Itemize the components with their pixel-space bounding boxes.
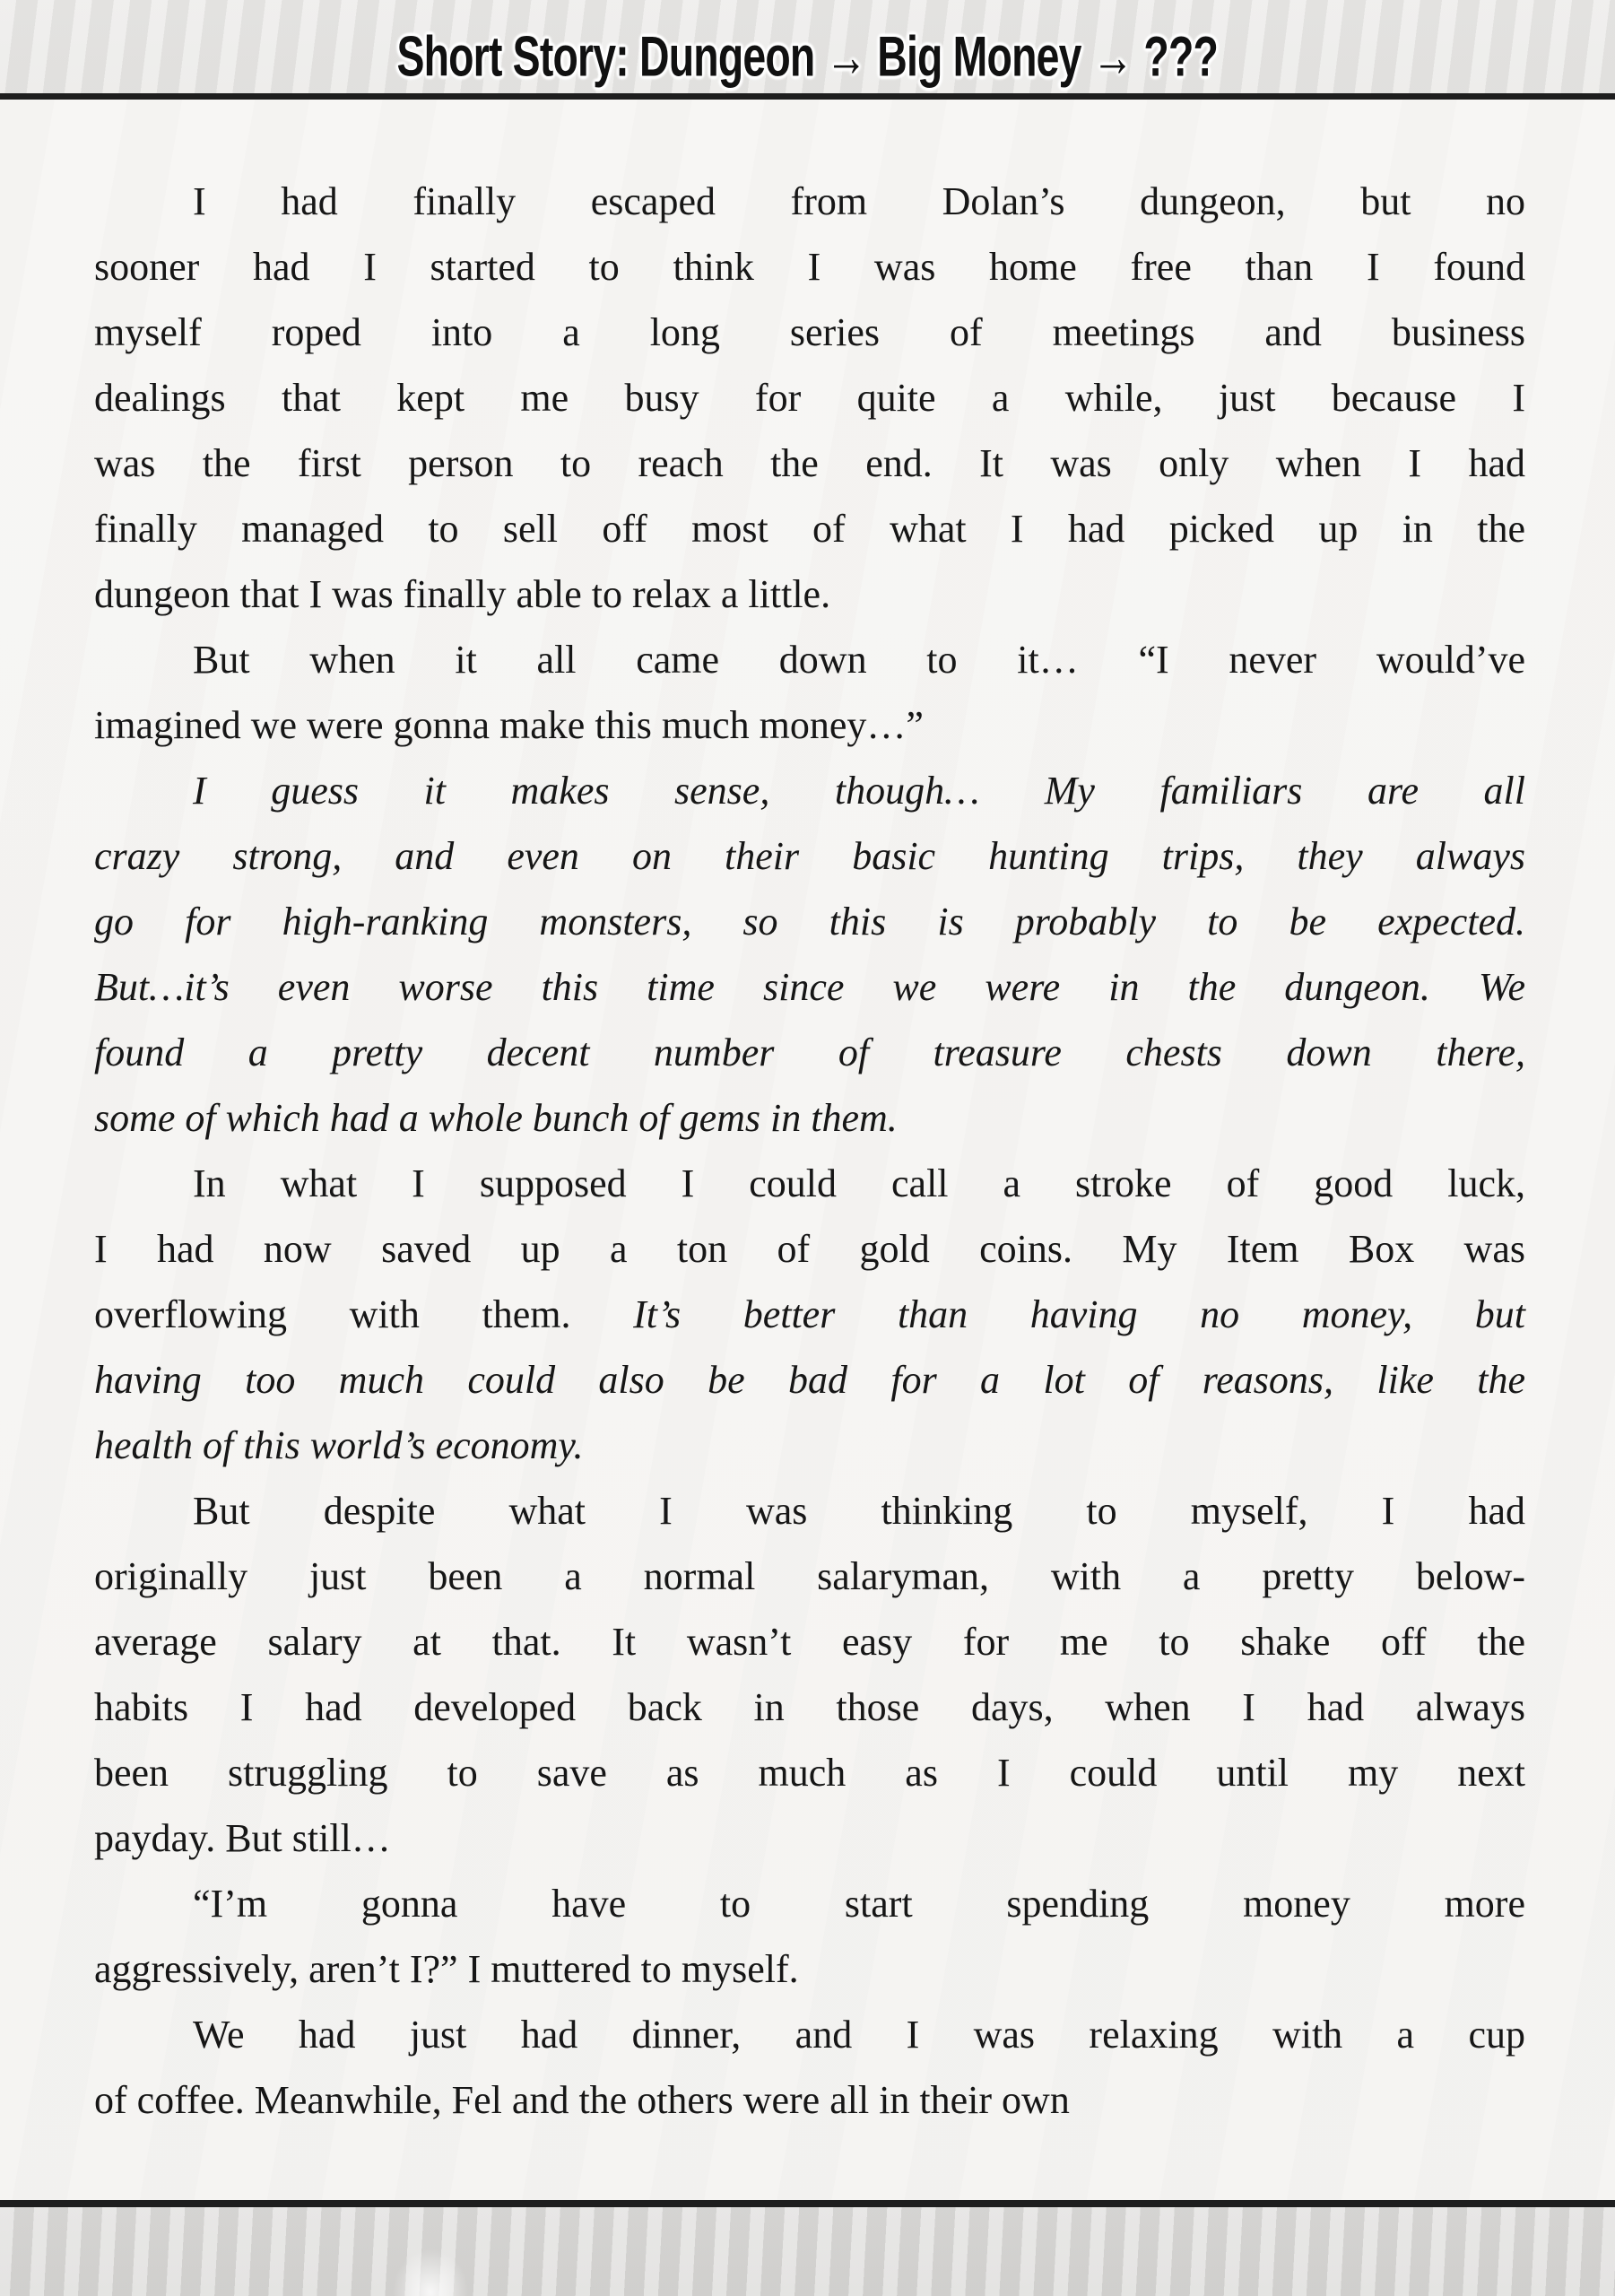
italic-text-segment: having too much could also be bad for a lot of reasons, like the <box>94 1358 1525 1402</box>
text-line <box>94 1085 1525 1151</box>
page-body <box>0 100 1615 2200</box>
italic-text-segment: some of which had a whole bunch of gems in them. <box>94 1096 898 1140</box>
story-text-block <box>94 169 1525 2133</box>
text-segment: I had finally escaped from Dolan’s dungeon, but no <box>193 179 1525 223</box>
text-segment: dungeon that I was finally able to relax a little. <box>94 572 831 616</box>
text-segment: myself roped into a long series of meetings and business <box>94 310 1525 354</box>
text-segment: payday. But still… <box>94 1816 391 1860</box>
chapter-header-band <box>0 0 1615 93</box>
text-segment: of coffee. Meanwhile, Fel and the others were all in their own <box>94 2078 1070 2122</box>
text-segment: originally just been a normal salaryman, with a pretty below- <box>94 1554 1525 1598</box>
italic-text-segment: crazy strong, and even on their basic hunting trips, they always <box>94 834 1525 878</box>
text-segment: was the first person to reach the end. It was only when I had <box>94 441 1525 485</box>
text-line <box>94 1347 1525 1413</box>
italic-text-segment: go for high-ranking monsters, so this is probably to be expected. <box>94 900 1525 944</box>
text-line <box>94 1413 1525 1478</box>
text-line <box>94 889 1525 954</box>
text-line <box>94 1478 1525 1544</box>
text-line <box>94 496 1525 561</box>
text-line <box>94 1871 1525 1936</box>
text-line <box>94 627 1525 692</box>
text-line <box>94 300 1525 365</box>
text-line <box>94 1151 1525 1216</box>
text-line <box>94 430 1525 496</box>
paragraph <box>94 758 1525 1151</box>
text-line <box>94 2002 1525 2067</box>
paragraph <box>94 1478 1525 1871</box>
text-line <box>94 758 1525 823</box>
header-rule <box>0 93 1615 100</box>
text-segment: “I’m gonna have to start spending money more <box>193 1882 1525 1926</box>
paragraph <box>94 2002 1525 2133</box>
paragraph <box>94 169 1525 627</box>
text-segment: overflowing with them. <box>94 1292 634 1336</box>
text-segment: In what I supposed I could call a stroke of good luck, <box>193 1161 1525 1205</box>
italic-text-segment: It’s better than having no money, but <box>633 1292 1525 1336</box>
text-line <box>94 1544 1525 1609</box>
italic-text-segment: found a pretty decent number of treasure chests down there, <box>94 1031 1525 1074</box>
text-line <box>94 1674 1525 1740</box>
text-line <box>94 1936 1525 2002</box>
text-segment: sooner had I started to think I was home free than I found <box>94 245 1525 289</box>
text-line <box>94 1020 1525 1085</box>
text-segment: dealings that kept me busy for quite a while, just because I <box>94 376 1525 420</box>
page-title: Short Story: Dungeon → Big Money → ??? <box>396 24 1219 89</box>
text-line <box>94 169 1525 234</box>
text-line <box>94 1805 1525 1871</box>
italic-text-segment: But…it’s even worse this time since we were in the dungeon. We <box>94 965 1525 1009</box>
text-line <box>94 692 1525 758</box>
text-segment: I had now saved up a ton of gold coins. My Item Box was <box>94 1227 1525 1271</box>
text-line <box>94 561 1525 627</box>
text-segment: aggressively, aren’t I?” I muttered to myself. <box>94 1947 799 1991</box>
text-segment: finally managed to sell off most of what I had picked up in the <box>94 507 1525 551</box>
italic-text-segment: health of this world’s economy. <box>94 1423 584 1467</box>
footer-band <box>0 2207 1615 2296</box>
italic-text-segment: I guess it makes sense, though… My familiars are all <box>193 769 1525 813</box>
text-line <box>94 1740 1525 1805</box>
text-segment: We had just had dinner, and I was relaxing with a cup <box>193 2013 1525 2057</box>
text-segment: average salary at that. It wasn’t easy for me to shake off the <box>94 1620 1525 1664</box>
text-line <box>94 2067 1525 2133</box>
text-segment: been struggling to save as much as I could until my next <box>94 1751 1525 1795</box>
text-line <box>94 234 1525 300</box>
paragraph <box>94 1871 1525 2002</box>
text-segment: But when it all came down to it… “I never would’ve <box>193 638 1525 682</box>
text-line <box>94 1609 1525 1674</box>
paragraph <box>94 627 1525 758</box>
text-line <box>94 823 1525 889</box>
text-line <box>94 365 1525 430</box>
text-segment: habits I had developed back in those days, when I had always <box>94 1685 1525 1729</box>
text-line <box>94 1282 1525 1347</box>
text-segment: imagined we were gonna make this much money…” <box>94 703 924 747</box>
footer-rule <box>0 2200 1615 2207</box>
paragraph <box>94 1151 1525 1478</box>
text-line <box>94 954 1525 1020</box>
text-line <box>94 1216 1525 1282</box>
text-segment: But despite what I was thinking to myself, I had <box>193 1489 1525 1533</box>
